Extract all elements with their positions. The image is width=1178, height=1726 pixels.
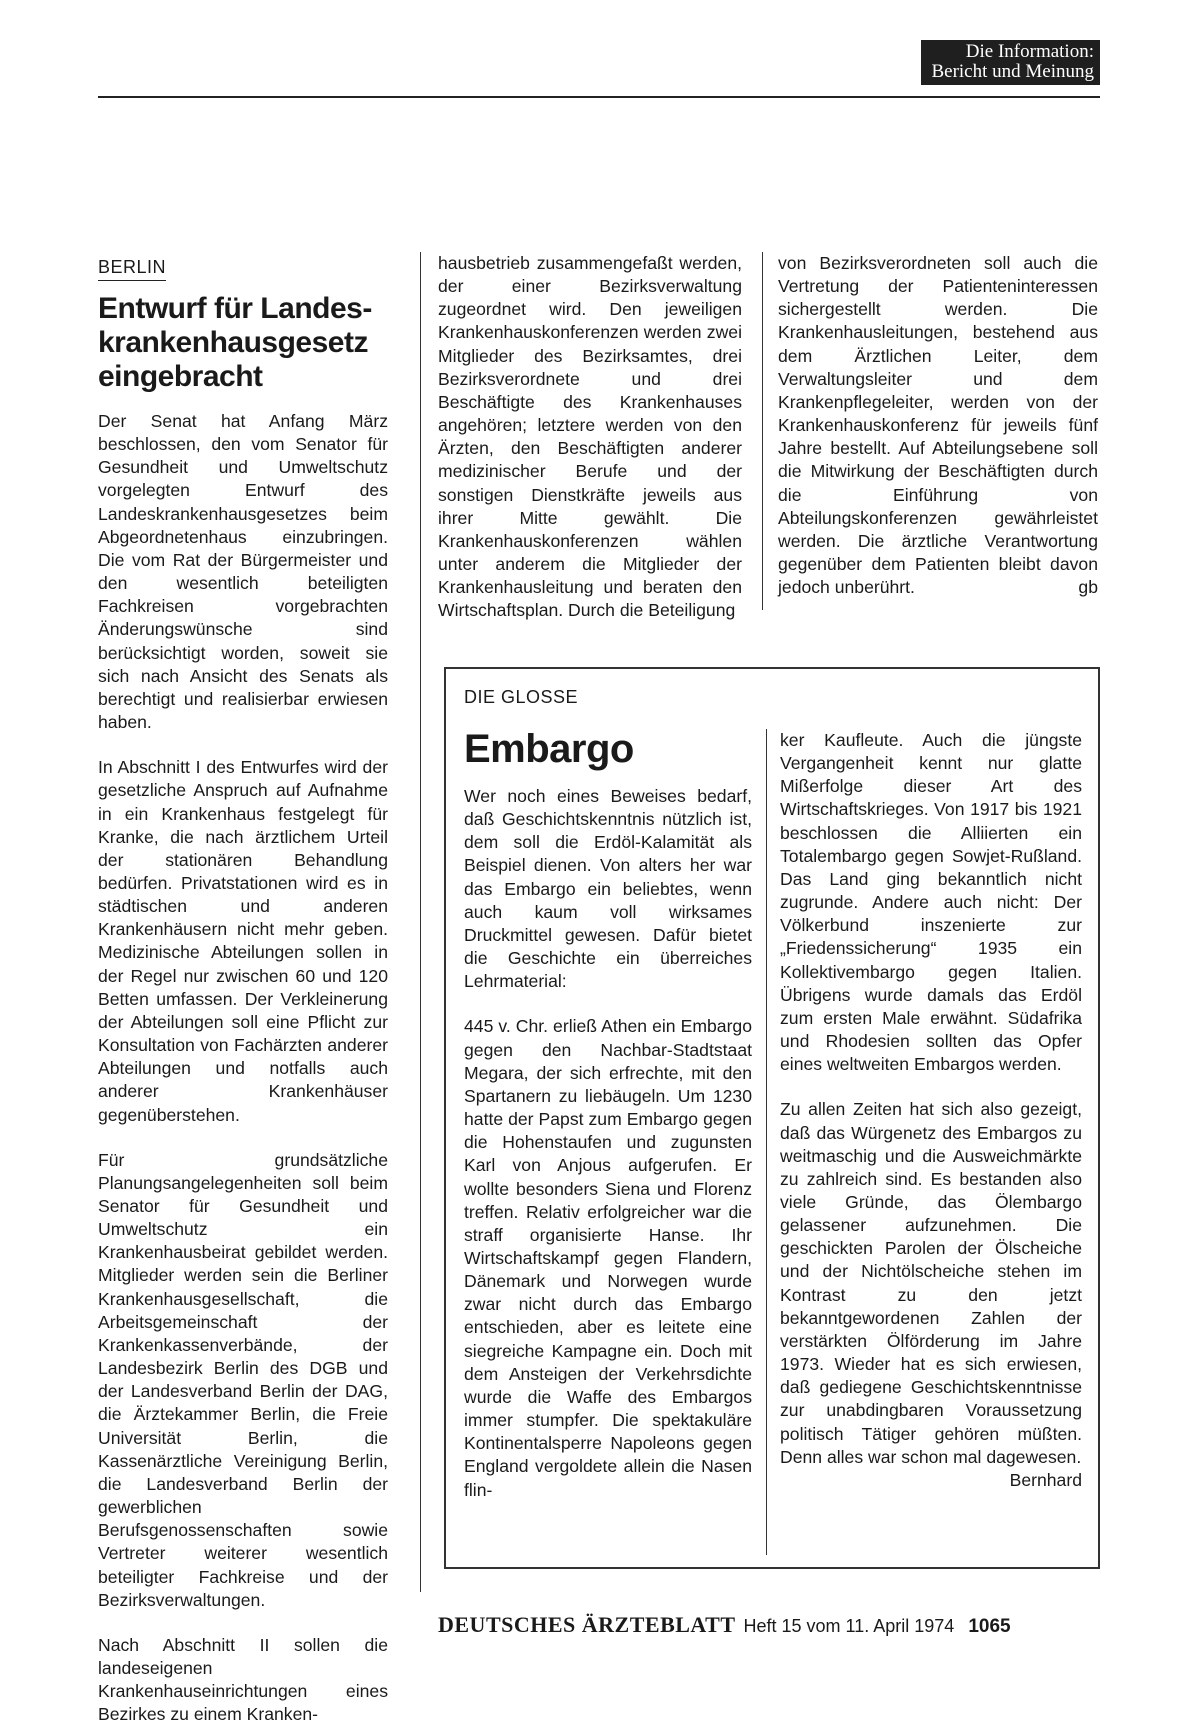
glosse-column-rule (766, 729, 767, 1555)
article-headline: Entwurf für Landes-krankenhausgesetz eingebracht (98, 292, 372, 393)
column-rule (762, 252, 763, 610)
article-paragraph: von Bezirksverordneten soll auch die Vertretung der Patienteninteressen sichergestellt werden. Die Krankenhausleitungen, bestehend aus dem Ärztlichen Leiter, dem Verwaltungsleiter und dem Krankenpflegeleiter, werden von der Krankenhauskonferenz für jeweils fünf Jahre bestellt. Auf Abteilungsebene soll die Mitwirkung der Beschäftigten durch die Einführung von Abteilungskonferenzen gewährleistet werden. Die ärztliche Verantwortung gegenüber dem Patienten bleibt davon jedoch unberührt. gb (778, 252, 1098, 599)
article-paragraph: Für grundsätzliche Planungsangelegenheiten soll beim Senator für Gesundheit und Umweltschutz ein Krankenhausbeirat gebildet werden. Mitglieder werden sein die Berliner Krankenhausgesellschaft, die Arbeitsgemeinschaft der Krankenkassenverbände, der Landesbezirk Berlin des DGB und der Landesverband Berlin der DAG, die Ärztekammer Berlin, die Freie Universität Berlin, die Kassenärztliche Vereinigung Berlin, die Landesverband Berlin der gewerblichen Berufsgenossenschaften sowie Vertreter weiterer wesentlich beteiligter Fachkreise und der Bezirksverwaltungen. (98, 1149, 388, 1610)
article-column-3 (778, 252, 1098, 599)
article-column-1 (98, 410, 388, 1726)
glosse-headline: Embargo (464, 727, 634, 771)
article-paragraph: In Abschnitt I des Entwurfes wird der gesetzliche Anspruch auf Aufnahme in ein Krankenhaus festgelegt für Kranke, die nach ärztlichem Urteil der stationären Behandlung bedürfen. Privatstationen wird es in städtischen und anderen Krankenhäusern nicht mehr geben. Medizinische Abteilungen sollen in der Regel nur zwischen 60 und 120 Betten umfassen. Der Verkleinerung der Abteilungen soll eine Pflicht zur Konsultation von Fachärzten anderer Abteilungen und notfalls auch anderer Krankenhäuser gegenüberstehen. (98, 757, 388, 1125)
article-paragraph: hausbetrieb zusammengefaßt werden, der einer Bezirksverwaltung zugeordnet wird. Den jeweiligen Krankenhauskonferenzen werden zwei Mitglieder des Bezirksamtes, drei Bezirksverordnete und drei Beschäftigte des Krankenhauses angehören; letztere werden von den Ärzten, den Beschäftigten anderer medizinischer Berufe und der sonstigen Dienstkräfte jeweils aus ihrer Mitte gewählt. Die Krankenhauskonferenzen wählen unter anderem die Mitglieder der Krankenhausleitung und beraten den Wirtschaftsplan. Durch die Beteiligung (438, 253, 742, 621)
glosse-kicker: DIE GLOSSE (464, 687, 579, 707)
page-footer (438, 1612, 1011, 1638)
glosse-column-1 (464, 785, 752, 1502)
glosse-column-2 (780, 729, 1082, 1492)
page-number: 1065 (968, 1616, 1011, 1637)
section-label-line1: Die Information: (965, 41, 1094, 62)
article-column-2 (438, 252, 742, 623)
article-kicker: BERLIN (98, 257, 166, 281)
header-rule (98, 96, 1100, 98)
article-paragraph: Nach Abschnitt II sollen die landeseigenen Krankenhauseinrichtungen eines Bezirkes zu einem Kranken- (98, 1634, 388, 1725)
glosse-paragraph: 445 v. Chr. erließ Athen ein Embargo gegen den Nachbar-Stadtstaat Megara, der sich erfrechte, mit den Spartanern zu liebäugeln. Um 1230 hatte der Papst zum Embargo gegen die Hohenstaufen und zugunsten Karl von Anjous aufgerufen. Er wollte besonders Siena und Florenz treffen. Relativ erfolgreicher war die straff organisierte Hanse. Ihr Wirtschaftskampf gegen Flandern, Dänemark und Norwegen wurde zwar nicht durch das Embargo entschieden, aber es leitete eine siegreiche Kampagne ein. Doch mit dem Ansteigen der Verkehrsdichte wurde die Waffe des Embargos immer stumpfer. Die spektakuläre Kontinentalsperre Napoleons gegen England vergoldete allein die Nasen flin- (464, 1016, 752, 1500)
glosse-paragraph: Zu allen Zeiten hat sich also gezeigt, daß das Würgenetz des Embargos zu weitmaschig und die Ausweichmärkte zu zahlreich sind. Es bestanden also viele Gründe, das Ölembargo gelassener aufzunehmen. Die geschickten Parolen der Ölscheiche und der Nichtölscheiche stehen im Kontrast zu den jetzt bekanntgewordenen Zahlen der verstärkten Ölförderung im Jahre 1973. Wieder hat es sich erwiesen, daß gediegene Geschichtskenntnisse zur unabdingbaren Voraussetzung politisch Tätiger gehören müßten. Denn alles war schon mal dagewesen. Bernhard (780, 1098, 1082, 1469)
issue-info: Heft 15 vom 11. April 1974 (743, 1616, 955, 1636)
article-paragraph: Der Senat hat Anfang März beschlossen, den vom Senator für Gesundheit und Umweltschutz vorgelegten Entwurf des Landeskrankenhausgesetzes beim Abgeordnetenhaus einzubringen. Die vom Rat der Bürgermeister und den wesentlich beteiligten Fachkreisen vorgebrachten Änderungswünsche sind berücksichtigt worden, soweit sie sich nach Ansicht des Senats als berechtigt und realisierbar erwiesen haben. (98, 411, 388, 733)
column-rule (420, 252, 421, 1592)
section-label (921, 40, 1100, 85)
glosse-paragraph: Wer noch eines Beweises bedarf, daß Geschichtskenntnis nützlich ist, dem soll die Erdöl-Kalamität als Beispiel dienen. Von alters her war das Embargo ein beliebtes, wenn auch kaum voll wirksames Druckmittel gewesen. Dafür bietet die Geschichte ein überreiches Lehrmaterial: (464, 786, 752, 992)
section-label-line2: Bericht und Meinung (931, 61, 1094, 82)
article-signature: gb (1078, 577, 1098, 598)
glosse-signature: Bernhard (1009, 1469, 1082, 1490)
glosse-paragraph: ker Kaufleute. Auch die jüngste Vergangenheit kennt nur glatte Mißerfolge dieser Art des Wirtschaftskrieges. Von 1917 bis 1921 beschlossen die Alliierten ein Totalembargo gegen Sowjet-Rußland. Das Land ging bekanntlich nicht zugrunde. Andere auch nicht: Der Völkerbund inszenierte zur „Friedenssicherung“ 1935 ein Kollektivembargo gegen Italien. Übrigens wurde damals das Erdöl zum ersten Male erwähnt. Südafrika und Rhodesien sollten das Opfer eines weltweiten Embargos werden. (780, 730, 1082, 1075)
journal-name: DEUTSCHES ÄRZTEBLATT (438, 1612, 736, 1637)
glosse-box (444, 667, 1100, 1569)
